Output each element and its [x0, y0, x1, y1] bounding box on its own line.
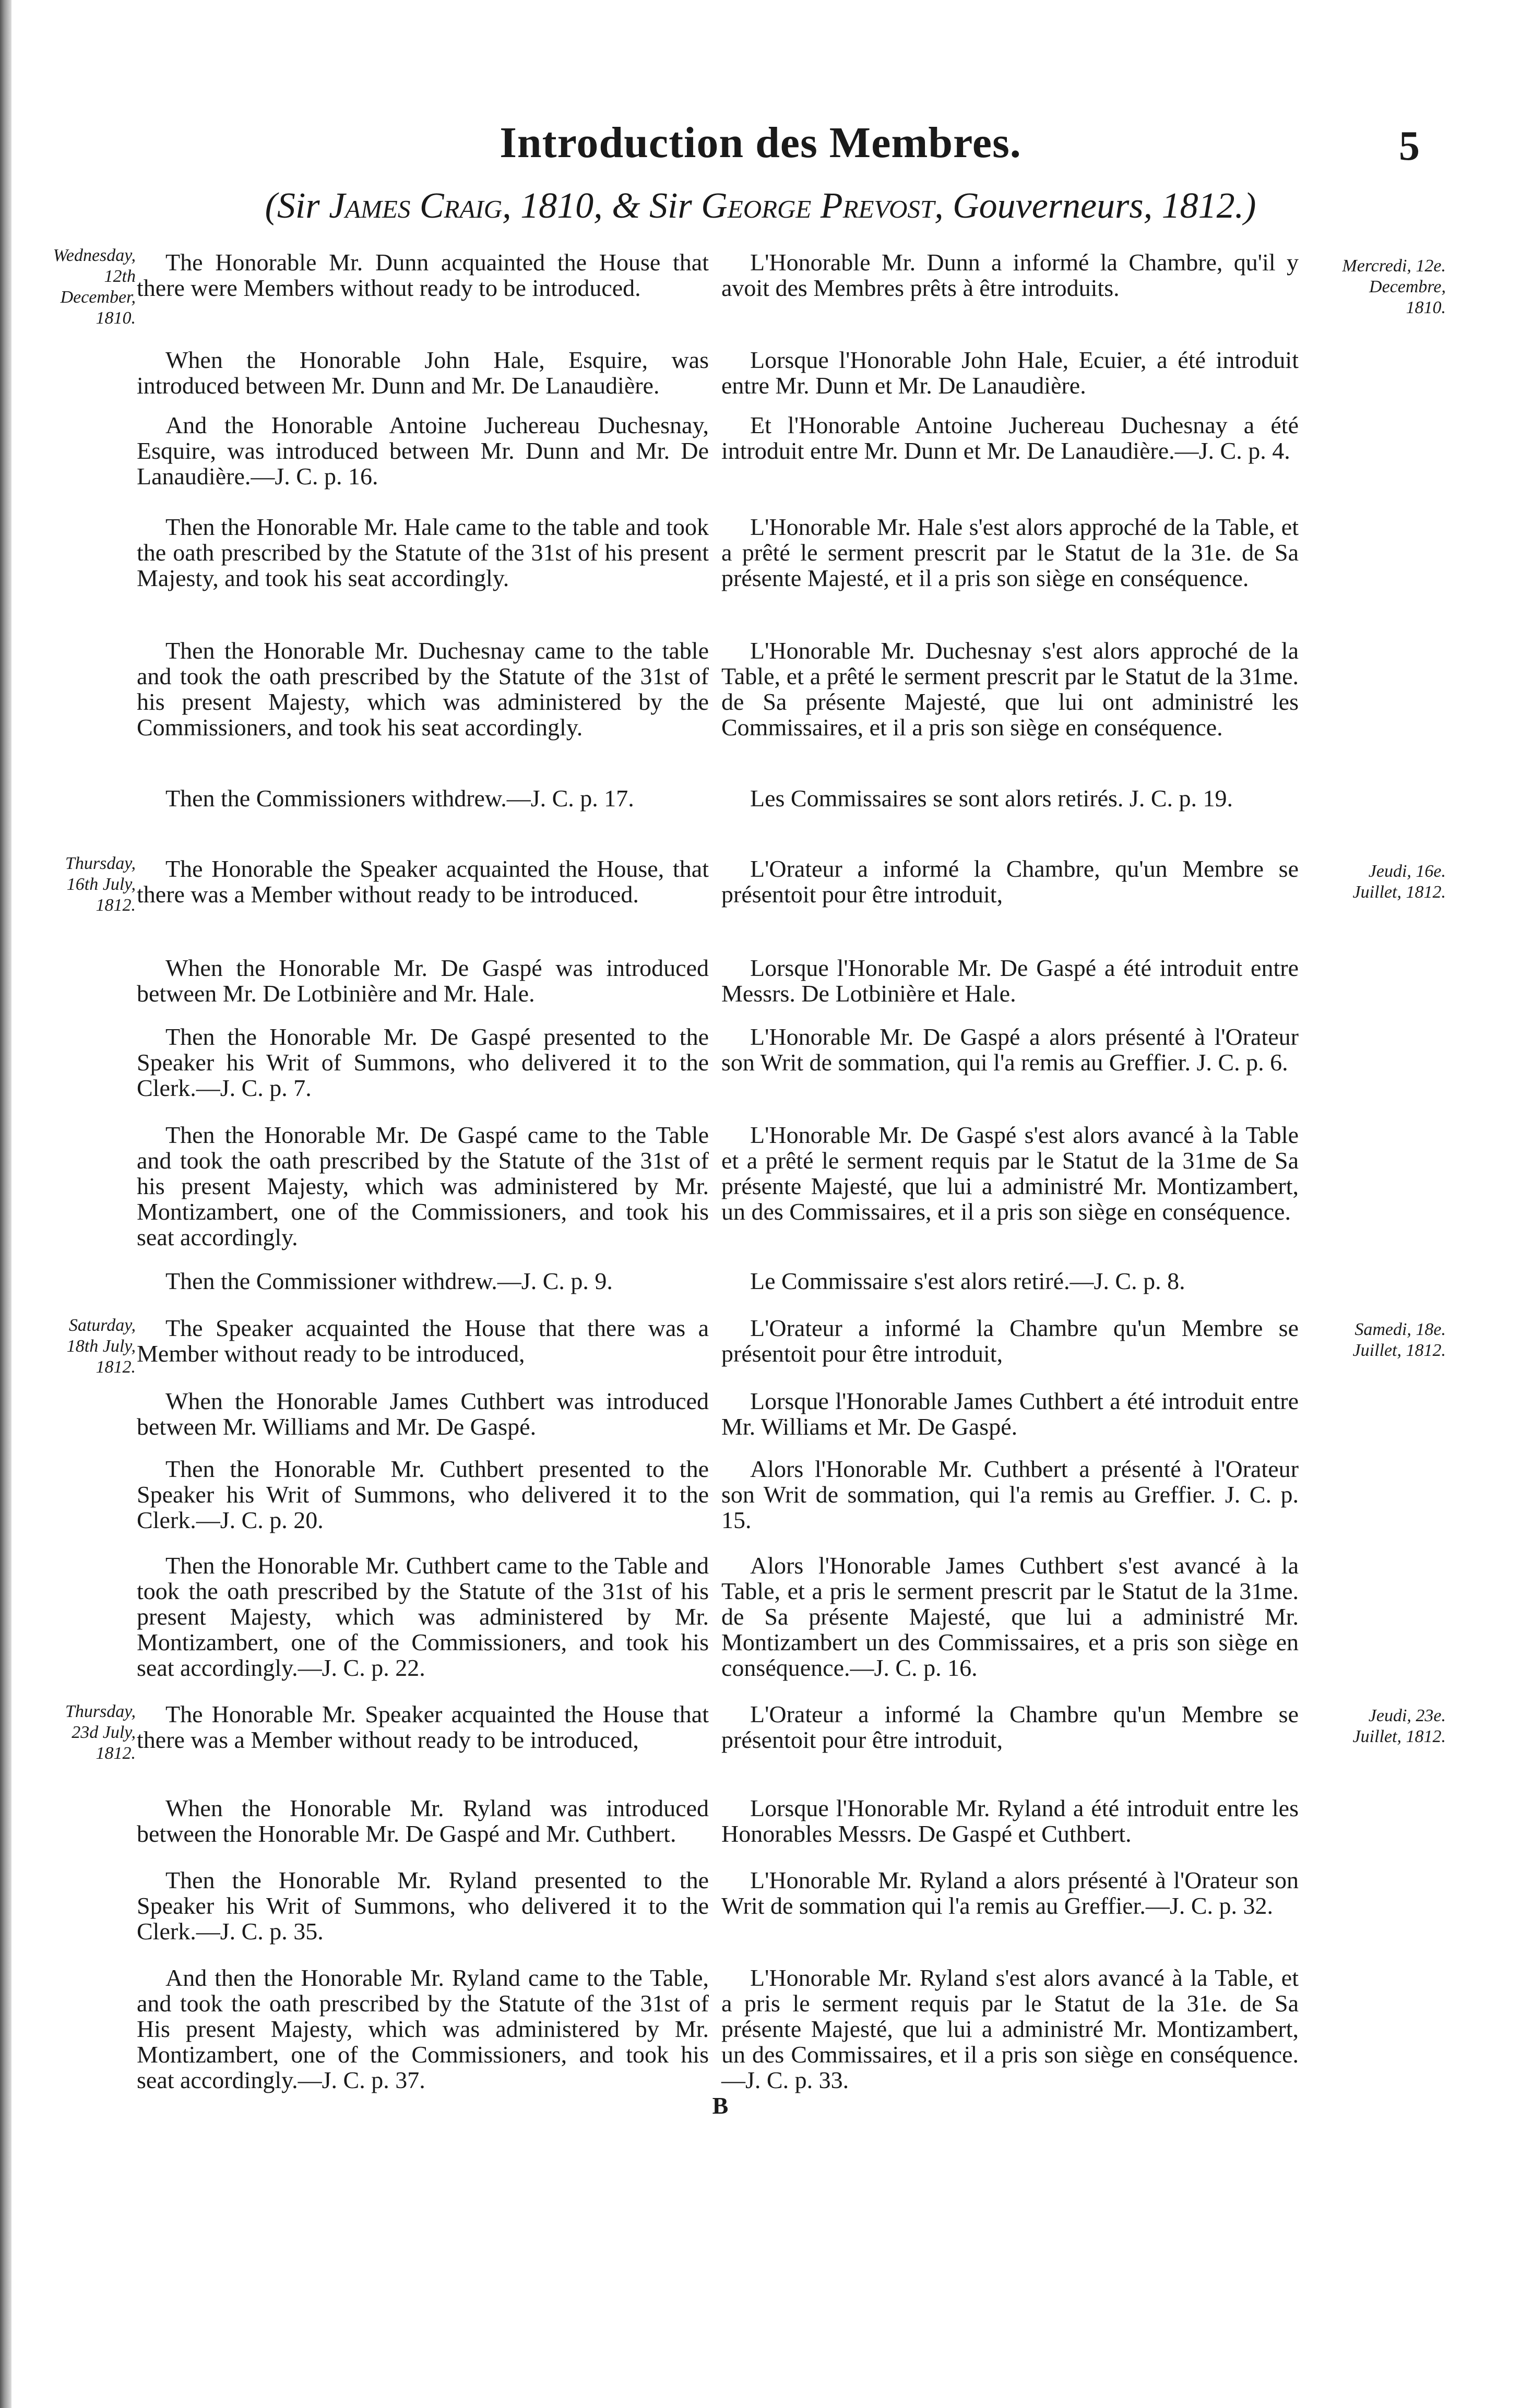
french-paragraph: [721, 1315, 1299, 1366]
paragraph-text: L'Orateur a informé la Chambre qu'un Membre se présentoit pour être introduit,: [721, 1701, 1299, 1753]
english-paragraph: [137, 514, 709, 591]
paragraph-text: L'Honorable Mr. Dunn a informé la Chambre, qu'il y avoit des Membres prêts à être introduits.: [721, 249, 1299, 301]
english-paragraph: [137, 638, 709, 740]
page-title: Introduction des Membres.: [500, 118, 1021, 167]
english-paragraph: [137, 1122, 709, 1250]
margin-date-left: Saturday, 18th July, 1812.: [66, 1316, 136, 1377]
paragraph-text: Then the Honorable Mr. De Gaspé presented to the Speaker his Writ of Summons, who delivered it to the Clerk.—J. C. p. 7.: [137, 1023, 709, 1101]
english-paragraph: [137, 1024, 709, 1101]
english-paragraph: [137, 1315, 709, 1366]
margin-date-left: Thursday, 23d July, 1812.: [65, 1702, 136, 1763]
english-paragraph: [137, 1456, 709, 1533]
french-paragraph: [721, 856, 1299, 907]
english-paragraph: [137, 1388, 709, 1439]
paragraph-text: Lorsque l'Honorable Mr. Ryland a été introduit entre les Honorables Messrs. De Gaspé et Cuthbert.: [721, 1795, 1299, 1847]
english-paragraph: [137, 1965, 709, 2093]
paragraph-text: Then the Honorable Mr. De Gaspé came to the Table and took the oath prescribed by the Statute of the 31st of his present Majesty, which was administered by Mr. Montizambert, one of the Commissioners, and took his seat accordingly.: [137, 1122, 709, 1250]
margin-date-right: Jeudi, 23e. Juillet, 1812.: [1352, 1706, 1446, 1746]
french-paragraph: [721, 955, 1299, 1006]
paragraph-text: L'Honorable Mr. Duchesnay s'est alors approché de la Table, et a prêté le serment prescrit par le Statut de la 31me. de Sa présente Majesté, que lui ont administré les Commissaires, et il a pris son siège en conséquence.: [721, 637, 1299, 741]
subtitle-year-1: , 1810,: [502, 186, 612, 226]
paragraph-text: L'Honorable Mr. De Gaspé s'est alors avancé à la Table et a prêté le serment requis par le Statut de la 31me de Sa présente Majesté, que lui a administré Mr. Montizambert, un des Commissaires, et il a pris son siège en conséquence.: [721, 1122, 1299, 1225]
page-number: 5: [1399, 123, 1420, 169]
paragraph-text: L'Honorable Mr. Hale s'est alors approché de la Table, et a prêté le serment prescrit par le Statut de la 31e. de Sa présente Majesté, et il a pris son siège en conséquence.: [721, 514, 1299, 591]
english-paragraph: [137, 785, 709, 811]
english-paragraph: [137, 1795, 709, 1846]
margin-date-right: Jeudi, 16e. Juillet, 1812.: [1352, 862, 1446, 902]
english-paragraph: [137, 1553, 709, 1680]
paragraph-text: When the Honorable John Hale, Esquire, was introduced between Mr. Dunn and Mr. De Lanaudière.: [137, 347, 709, 399]
french-paragraph: [721, 1122, 1299, 1224]
subtitle-open: (Sir: [265, 186, 329, 226]
paragraph-text: L'Honorable Mr. De Gaspé a alors présenté à l'Orateur son Writ de sommation, qui l'a remis au Greffier. J. C. p. 6.: [721, 1023, 1299, 1076]
paragraph-text: Les Commissaires se sont alors retirés. J. C. p. 19.: [750, 785, 1233, 812]
french-paragraph: [721, 638, 1299, 740]
french-paragraph: [721, 1795, 1299, 1846]
paragraph-text: When the Honorable James Cuthbert was introduced between Mr. Williams and Mr. De Gaspé.: [137, 1388, 709, 1440]
paragraph-text: The Speaker acquainted the House that there was a Member without ready to be introduced,: [137, 1315, 709, 1367]
french-paragraph: [721, 412, 1299, 463]
english-paragraph: [137, 1268, 709, 1294]
paragraph-text: When the Honorable Mr. Ryland was introduced between the Honorable Mr. De Gaspé and Mr. Cuthbert.: [137, 1795, 709, 1847]
margin-date-right: Mercredi, 12e. Decembre, 1810.: [1342, 256, 1446, 317]
paragraph-text: Then the Honorable Mr. Hale came to the table and took the oath prescribed by the Statute of the 31st of his present Majesty, and took his seat accordingly.: [137, 514, 709, 591]
subtitle-governor-2: George Prevost: [701, 186, 935, 226]
paragraph-text: Lorsque l'Honorable John Hale, Ecuier, a été introduit entre Mr. Dunn et Mr. De Lanaudière.: [721, 347, 1299, 399]
french-paragraph: [721, 785, 1299, 811]
subtitle-rest: , Gouverneurs, 1812.): [934, 186, 1256, 226]
paragraph-text: Then the Honorable Mr. Duchesnay came to the table and took the oath prescribed by the Statute of the 31st of his present Majesty, which was administered by the Commissioners, and took his seat accordingly.: [137, 637, 709, 741]
english-paragraph: [137, 856, 709, 907]
paragraph-text: Et l'Honorable Antoine Juchereau Duchesnay a été introduit entre Mr. Dunn et Mr. De Lanaudière.—J. C. p. 4.: [721, 412, 1299, 464]
english-paragraph: [137, 249, 709, 301]
paragraph-text: Then the Commissioners withdrew.—J. C. p. 17.: [165, 785, 634, 812]
english-paragraph: [137, 1701, 709, 1753]
english-paragraph: [137, 347, 709, 398]
paragraph-text: Le Commissaire s'est alors retiré.—J. C. p. 8.: [750, 1268, 1185, 1294]
margin-date-right: Samedi, 18e. Juillet, 1812.: [1352, 1320, 1446, 1360]
english-paragraph: [137, 1867, 709, 1944]
paragraph-text: Lorsque l'Honorable Mr. De Gaspé a été introduit entre Messrs. De Lotbinière et Hale.: [721, 955, 1299, 1007]
french-paragraph: [721, 1456, 1299, 1533]
paragraph-text: Alors l'Honorable Mr. Cuthbert a présenté à l'Orateur son Writ de sommation, qui l'a remis au Greffier. J. C. p. 15.: [721, 1456, 1299, 1533]
subtitle-governor-1: James Craig: [329, 186, 503, 226]
paragraph-text: When the Honorable Mr. De Gaspé was introduced between Mr. De Lotbinière and Mr. Hale.: [137, 955, 709, 1007]
paragraph-text: Then the Honorable Mr. Cuthbert presented to the Speaker his Writ of Summons, who delivered it to the Clerk.—J. C. p. 20.: [137, 1456, 709, 1533]
paragraph-text: And then the Honorable Mr. Ryland came to the Table, and took the oath prescribed by the Statute of the 31st of His present Majesty, which was administered by Mr. Montizambert, one of the Commissioners, and took his seat accordingly.—J. C. p. 37.: [137, 1964, 709, 2093]
paragraph-text: The Honorable Mr. Dunn acquainted the House that there were Members without ready to be introduced.: [137, 249, 709, 301]
margin-date-left: Wednesday, 12th December, 1810.: [53, 246, 136, 328]
french-paragraph: [721, 1701, 1299, 1753]
paragraph-text: Then the Commissioner withdrew.—J. C. p. 9.: [165, 1268, 613, 1294]
french-paragraph: [721, 347, 1299, 398]
paragraph-text: And the Honorable Antoine Juchereau Duchesnay, Esquire, was introduced between Mr. Dunn and Mr. De Lanaudière.—J. C. p. 16.: [137, 412, 709, 490]
french-paragraph: [721, 1867, 1299, 1918]
french-paragraph: [721, 1388, 1299, 1439]
paragraph-text: The Honorable the Speaker acquainted the House, that there was a Member without ready to be introduced.: [137, 855, 709, 908]
paragraph-text: L'Orateur a informé la Chambre qu'un Membre se présentoit pour être introduit,: [721, 1315, 1299, 1367]
french-paragraph: [721, 1965, 1299, 2093]
paragraph-text: L'Orateur a informé la Chambre, qu'un Membre se présentoit pour être introduit,: [721, 855, 1299, 908]
paragraph-text: L'Honorable Mr. Ryland s'est alors avancé à la Table, et a pris le serment requis par le Statut de la 31e. de Sa présente Majesté, que lui a administré Mr. Montizambert, un des Commissaires, et il a pris son siège en conséquence.—J. C. p. 33.: [721, 1964, 1299, 2093]
paragraph-text: L'Honorable Mr. Ryland a alors présenté à l'Orateur son Writ de sommation qui l'a remis au Greffier.—J. C. p. 32.: [721, 1867, 1299, 1919]
french-paragraph: [721, 1553, 1299, 1680]
paragraph-text: Then the Honorable Mr. Cuthbert came to the Table and took the oath prescribed by the Statute of the 31st of his present Majesty, which was administered by Mr. Montizambert, one of the Commissioners, and took his seat accordingly.—J. C. p. 22.: [137, 1552, 709, 1681]
subtitle-amp: & Sir: [612, 186, 702, 226]
paragraph-text: Lorsque l'Honorable James Cuthbert a été introduit entre Mr. Williams et Mr. De Gaspé.: [721, 1388, 1299, 1440]
french-paragraph: [721, 514, 1299, 591]
french-paragraph: [721, 249, 1299, 301]
paragraph-text: Alors l'Honorable James Cuthbert s'est avancé à la Table, et a pris le serment prescrit par le Statut de la 31me. de Sa présente Majesté, que lui a administré Mr. Montizambert un des Commissaires, et a pris son siège en conséquence.—J. C. p. 16.: [721, 1552, 1299, 1681]
english-paragraph: [137, 955, 709, 1006]
page-binding-edge: [0, 0, 11, 2408]
french-paragraph: [721, 1268, 1299, 1294]
margin-date-left: Thursday, 16th July, 1812.: [65, 854, 136, 915]
signature-mark: B: [712, 2092, 729, 2119]
french-paragraph: [721, 1024, 1299, 1075]
page-subtitle: [0, 185, 1521, 227]
paragraph-text: The Honorable Mr. Speaker acquainted the House that there was a Member without ready to be introduced,: [137, 1701, 709, 1753]
paragraph-text: Then the Honorable Mr. Ryland presented to the Speaker his Writ of Summons, who delivered it to the Clerk.—J. C. p. 35.: [137, 1867, 709, 1945]
english-paragraph: [137, 412, 709, 489]
